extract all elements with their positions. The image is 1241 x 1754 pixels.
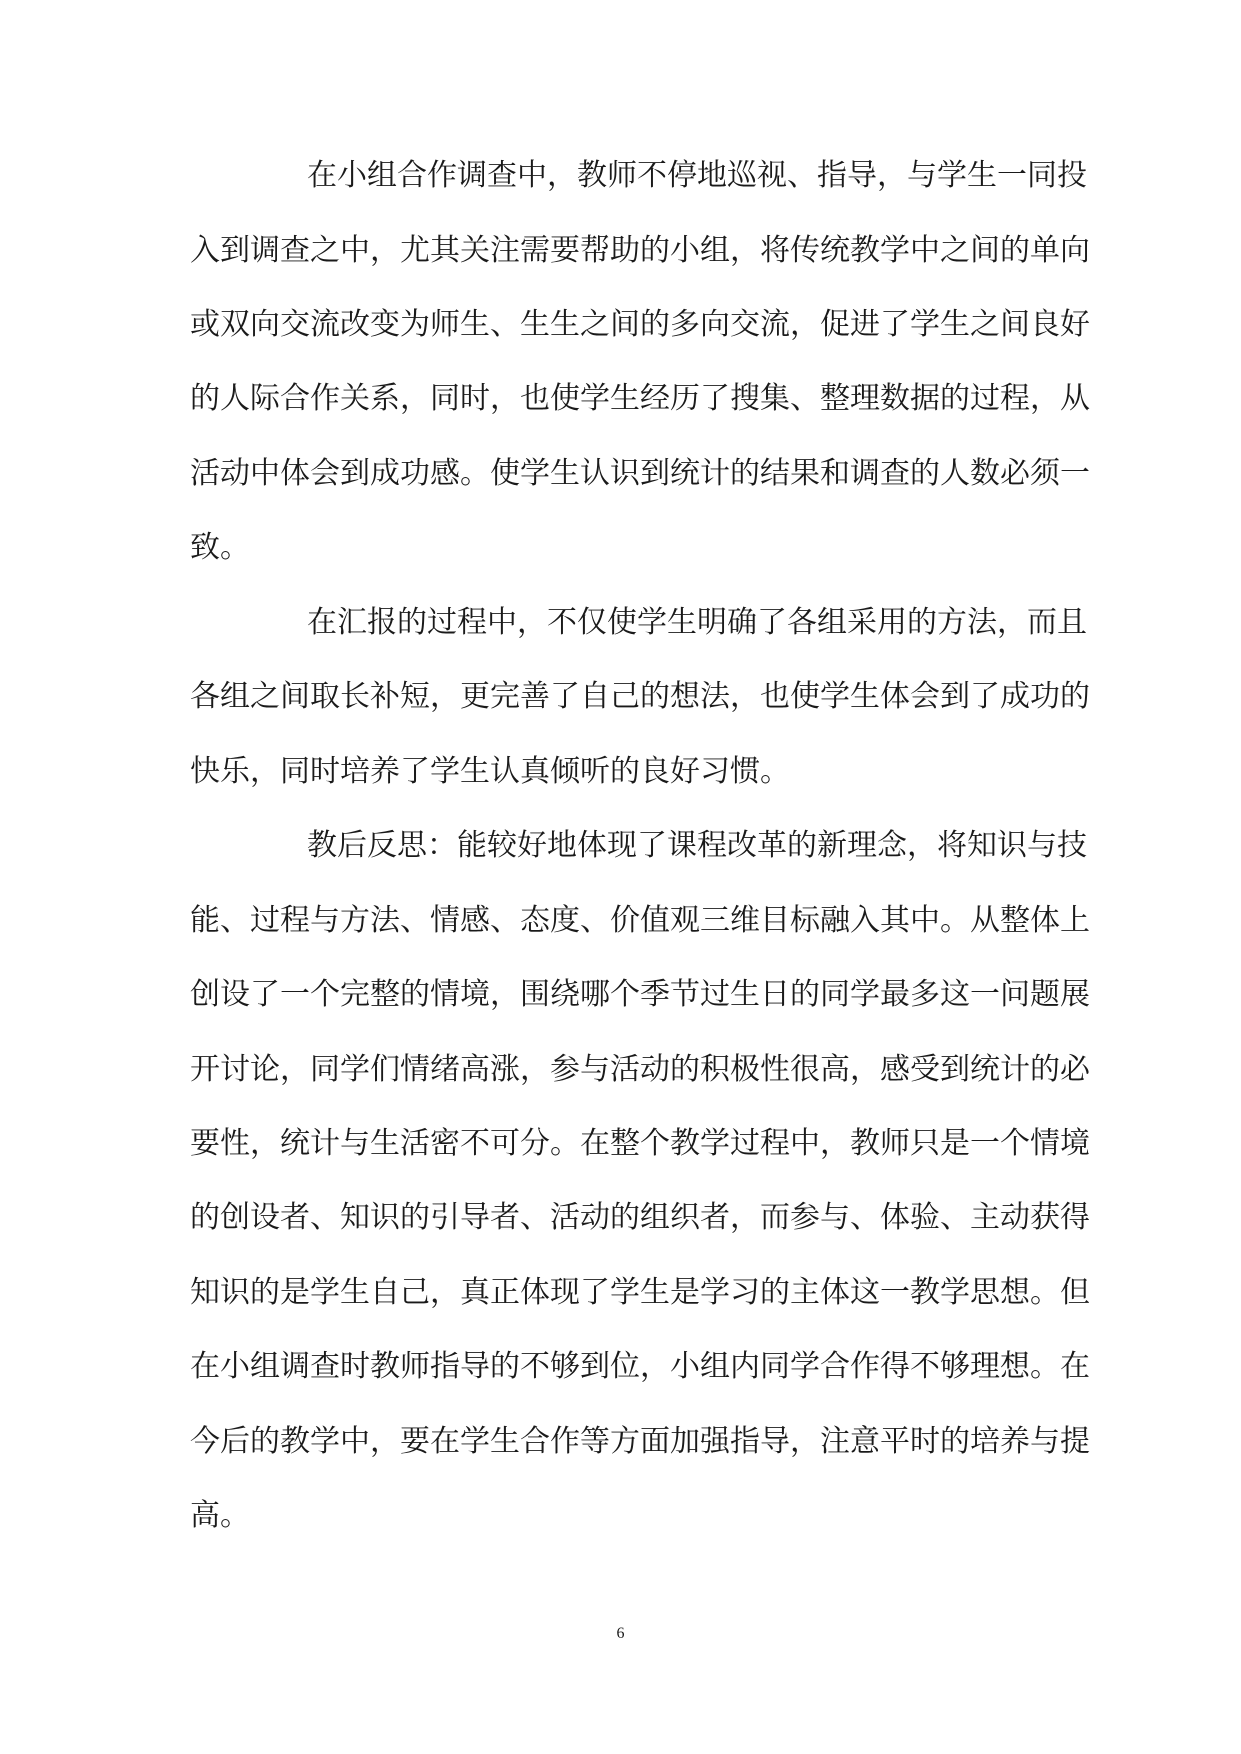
paragraph-1-line-5: 活动中体会到成功感。使学生认识到统计的结果和调查的人数必须一 xyxy=(190,456,1090,491)
paragraph-3-line-5: 要性，统计与生活密不可分。在整个教学过程中，教师只是一个情境 xyxy=(190,1126,1090,1161)
paragraph-3-line-3: 创设了一个完整的情境，围绕哪个季节过生日的同学最多这一问题展 xyxy=(190,977,1090,1012)
paragraph-1-line-2: 入到调查之中，尤其关注需要帮助的小组，将传统教学中之间的单向 xyxy=(190,233,1090,268)
paragraph-1-line-1: 在小组合作调查中，教师不停地巡视、指导，与学生一同投 xyxy=(307,158,1087,193)
paragraph-3-line-7: 知识的是学生自己，真正体现了学生是学习的主体这一教学思想。但 xyxy=(190,1275,1090,1310)
paragraph-3-line-9: 今后的教学中，要在学生合作等方面加强指导，注意平时的培养与提 xyxy=(190,1424,1090,1459)
paragraph-3-line-10: 高。 xyxy=(190,1498,250,1533)
paragraph-3-line-2: 能、过程与方法、情感、态度、价值观三维目标融入其中。从整体上 xyxy=(190,903,1090,938)
paragraph-3-line-4: 开讨论，同学们情绪高涨，参与活动的积极性很高，感受到统计的必 xyxy=(190,1052,1090,1087)
paragraph-2-line-3: 快乐，同时培养了学生认真倾听的良好习惯。 xyxy=(190,754,790,789)
page-number: 6 xyxy=(616,1625,625,1642)
paragraph-3-line-6: 的创设者、知识的引导者、活动的组织者，而参与、体验、主动获得 xyxy=(190,1200,1090,1235)
paragraph-2-line-1: 在汇报的过程中，不仅使学生明确了各组采用的方法，而且 xyxy=(307,605,1087,640)
paragraph-1-line-3: 或双向交流改变为师生、生生之间的多向交流，促进了学生之间良好 xyxy=(190,307,1090,342)
paragraph-1-line-4: 的人际合作关系，同时，也使学生经历了搜集、整理数据的过程，从 xyxy=(190,381,1090,416)
paragraph-1-line-6: 致。 xyxy=(190,530,250,565)
paragraph-3-line-1: 教后反思：能较好地体现了课程改革的新理念，将知识与技 xyxy=(307,828,1087,863)
paragraph-3-line-8: 在小组调查时教师指导的不够到位，小组内同学合作得不够理想。在 xyxy=(190,1349,1090,1384)
paragraph-2-line-2: 各组之间取长补短，更完善了自己的想法，也使学生体会到了成功的 xyxy=(190,679,1090,714)
